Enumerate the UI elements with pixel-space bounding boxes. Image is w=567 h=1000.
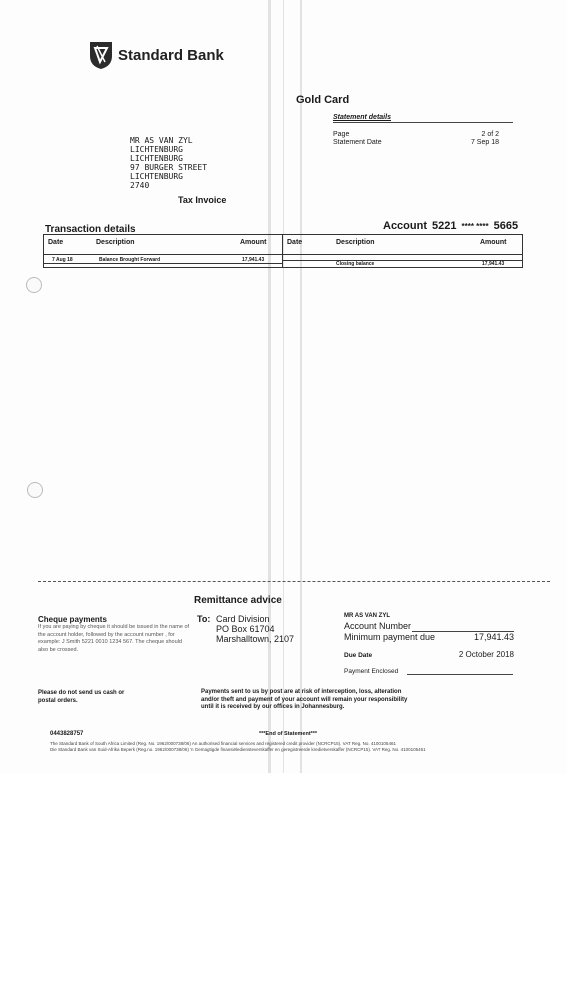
- cash-warning-line: Please do not send us cash or: [38, 690, 125, 696]
- col-date-right: Date: [287, 239, 303, 246]
- tear-off-line: [38, 581, 550, 582]
- page-row: [333, 131, 499, 138]
- col-amount-right: Amount: [480, 239, 507, 246]
- scan-streak: [300, 0, 302, 773]
- col-description-left: Description: [96, 239, 135, 246]
- post-warning-line: and/or theft and payment of your account will remain your responsibility: [201, 696, 408, 703]
- remit-address-line: Marshalltown, 2107: [216, 634, 295, 644]
- statement-date-label: Statement Date: [333, 139, 382, 146]
- scan-streak: [283, 0, 284, 773]
- account-suffix: 5665: [493, 220, 519, 232]
- account-mask: **** ****: [461, 222, 489, 231]
- minimum-payment-value: 17,941.43: [473, 632, 514, 642]
- legal-line: Die Standard Bank van Suid-Afrika Beperk (Reg.no. 1962/000738/06) 'n Gemagtigde finansiëlediensteverskaffer en geregistreerde kredietverskaffer (NCRCP15). VAT Reg. No. 4100105461: [50, 747, 426, 752]
- remit-address-line: Card Division: [216, 614, 270, 624]
- bank-logo: [88, 40, 224, 70]
- binder-hole: [27, 482, 43, 498]
- reference-number: 0443828757: [50, 731, 84, 737]
- customer-address: MR AS VAN ZYL LICHTENBURG LICHTENBURG 97 BURGER STREET LICHTENBURG 2740: [130, 136, 208, 190]
- page-label: Page: [333, 131, 350, 138]
- brand-name: Standard Bank: [118, 46, 224, 64]
- cheque-payments-title: Cheque payments: [38, 615, 107, 624]
- due-date-label: Due Date: [344, 652, 373, 659]
- legal-text: [50, 741, 426, 753]
- row-amount: 17,941.43: [242, 257, 265, 263]
- cash-warning: [38, 689, 124, 705]
- cheque-payments-text: If you are paying by cheque it should be issued in the name of the account holder, followed by the account number , for example: J Smith 5221 0010 1234 567. The cheque should also be crossed.: [38, 624, 190, 653]
- account-number-label: Account Number: [344, 621, 412, 631]
- remittance-title: Remittance advice: [194, 595, 282, 606]
- minimum-payment-label: Minimum payment due: [344, 632, 436, 642]
- tax-invoice-label: Tax Invoice: [178, 195, 227, 205]
- transactions-table: [43, 234, 523, 268]
- product-title: Gold Card: [296, 94, 350, 106]
- closing-balance-amount: 17,941.43: [482, 261, 505, 267]
- legal-line: The Standard Bank of South Africa Limited (Reg. No. 1962/000738/06) An authorised financial services and registered credit provider (NCRCP15). VAT Reg. No. 4100105461: [50, 741, 396, 746]
- payment-enclosed-label: Payment Enclosed: [344, 668, 399, 675]
- standard-bank-shield-icon: [88, 40, 114, 70]
- statement-date-value: 7 Sep 18: [470, 139, 499, 146]
- closing-balance-label: Closing balance: [336, 261, 375, 267]
- end-of-statement: ***End of Statement***: [259, 731, 318, 737]
- page-value: 2 of 2: [481, 131, 499, 138]
- post-warning-line: Payments sent to us by post are at risk of interception, loss, alteration: [201, 689, 402, 695]
- statement-date-row: [333, 139, 499, 146]
- statement-details-title: Statement details: [333, 114, 513, 123]
- remit-customer-name: MR AS VAN ZYL: [344, 613, 390, 619]
- row-description: Balance Brought Forward: [99, 257, 161, 263]
- to-label: To:: [197, 614, 211, 624]
- transaction-details-title: Transaction details: [45, 224, 136, 235]
- payment-enclosed-field: [407, 674, 513, 675]
- col-amount-left: Amount: [240, 239, 267, 246]
- row-date: 7 Aug 18: [52, 257, 73, 263]
- binder-hole: [26, 277, 42, 293]
- post-warning: [201, 689, 407, 712]
- remit-address-line: PO Box 61704: [216, 624, 275, 634]
- remit-address: [216, 614, 294, 644]
- due-date-value: 2 October 2018: [458, 650, 514, 659]
- col-date-left: Date: [48, 239, 64, 246]
- due-date-row: [344, 650, 514, 659]
- header-rule: [44, 254, 522, 255]
- cash-warning-line: postal orders.: [38, 698, 78, 704]
- account-prefix: 5221: [432, 220, 457, 232]
- minimum-payment-row: [344, 632, 514, 642]
- account-label: Account: [383, 220, 427, 232]
- row-rule: [44, 263, 282, 264]
- table-divider: [282, 235, 283, 267]
- col-description-right: Description: [336, 239, 375, 246]
- scan-streak: [268, 0, 271, 773]
- post-warning-line: until it is received by our offices in Johannesburg.: [201, 704, 345, 710]
- account-number: [383, 220, 518, 232]
